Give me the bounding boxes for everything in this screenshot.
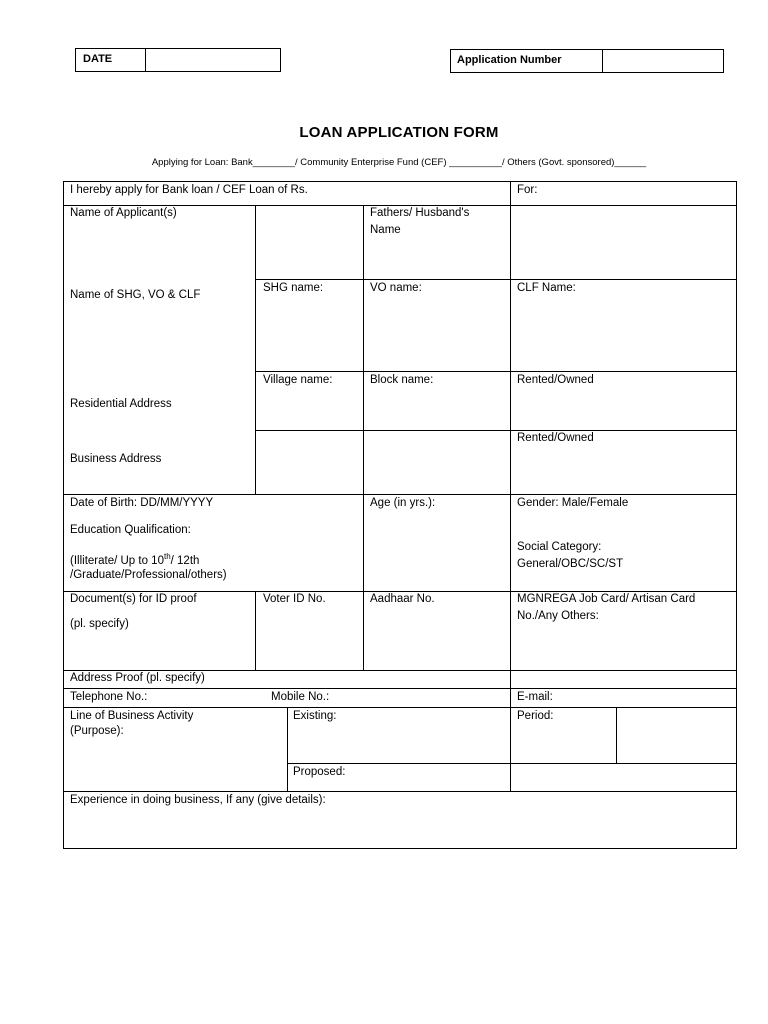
loan-amount-field[interactable] xyxy=(355,183,505,203)
name-shg-vo-clf-label: Name of SHG, VO & CLF xyxy=(70,289,201,301)
mobile-label: Mobile No.: xyxy=(271,691,330,703)
age-label: Age (in yrs.): xyxy=(370,497,436,509)
application-number-label: Application Number xyxy=(457,54,562,66)
col-line xyxy=(510,707,511,792)
row-line xyxy=(255,279,737,280)
col-line xyxy=(287,707,288,792)
voter-id-label: Voter ID No. xyxy=(263,593,326,605)
education-qualification-label: Education Qualification: xyxy=(70,524,191,536)
application-number-divider xyxy=(602,49,603,73)
form-title: LOAN APPLICATION FORM xyxy=(299,124,499,141)
date-label: DATE xyxy=(83,53,113,65)
address-proof-label: Address Proof (pl. specify) xyxy=(70,672,205,684)
for-label: For: xyxy=(517,184,538,196)
experience-field[interactable] xyxy=(65,810,735,846)
telephone-label: Telephone No.: xyxy=(70,691,148,703)
mgnrega-label-2: No./Any Others: xyxy=(517,610,599,622)
business-address-label: Business Address xyxy=(70,453,162,465)
fathers-husbands-name-label: Fathers/ Husband's xyxy=(370,207,470,219)
col-line xyxy=(510,181,511,206)
residential-address-label: Residential Address xyxy=(70,398,172,410)
email-label: E-mail: xyxy=(517,691,553,703)
proposed-label: Proposed: xyxy=(293,766,346,778)
block-name-label: Block name: xyxy=(370,374,434,386)
col-line xyxy=(510,205,511,495)
fathers-husbands-name-field[interactable] xyxy=(512,207,734,277)
date-divider xyxy=(145,48,146,72)
education-options-line-1: (Illiterate/ Up to 10th/ 12th xyxy=(70,552,200,567)
period-label: Period: xyxy=(517,710,554,722)
fathers-husbands-name-label-2: Name xyxy=(370,224,401,236)
col-line xyxy=(616,707,617,764)
name-of-applicant-label: Name of Applicant(s) xyxy=(70,207,177,219)
applicant-name-field[interactable] xyxy=(257,207,361,277)
col-line xyxy=(363,494,364,591)
gender-label: Gender: Male/Female xyxy=(517,497,629,509)
address-proof-field[interactable] xyxy=(257,671,733,687)
rented-owned-label-business: Rented/Owned xyxy=(517,432,594,444)
social-category-options: General/OBC/SC/ST xyxy=(517,558,624,570)
clf-name-label: CLF Name: xyxy=(517,282,576,294)
apply-loan-label: I hereby apply for Bank loan / CEF Loan of Rs. xyxy=(70,184,308,196)
existing-label: Existing: xyxy=(293,710,337,722)
pl-specify-label: (pl. specify) xyxy=(70,618,129,630)
col-line xyxy=(363,205,364,495)
social-category-label: Social Category: xyxy=(517,541,602,553)
row-line xyxy=(287,763,737,764)
date-of-birth-label: Date of Birth: DD/MM/YYYY xyxy=(70,497,214,509)
date-field[interactable] xyxy=(147,49,279,71)
loan-purpose-field[interactable] xyxy=(545,183,733,203)
experience-label: Experience in doing business, If any (give details): xyxy=(70,794,326,806)
row-line xyxy=(63,688,737,689)
col-line xyxy=(510,494,511,591)
documents-id-proof-label: Document(s) for ID proof xyxy=(70,593,197,605)
col-line xyxy=(363,591,364,671)
col-line xyxy=(255,205,256,495)
row-line xyxy=(255,430,737,431)
rented-owned-label-residential: Rented/Owned xyxy=(517,374,594,386)
mgnrega-label: MGNREGA Job Card/ Artisan Card xyxy=(517,593,696,605)
line-of-business-label-2: (Purpose): xyxy=(70,725,124,737)
aadhaar-label: Aadhaar No. xyxy=(370,593,435,605)
village-name-label: Village name: xyxy=(263,374,333,386)
col-line xyxy=(510,591,511,708)
shg-name-label: SHG name: xyxy=(263,282,324,294)
line-of-business-label: Line of Business Activity xyxy=(70,710,194,722)
vo-name-label: VO name: xyxy=(370,282,422,294)
form-subtitle: Applying for Loan: Bank________/ Community Enterprise Fund (CEF) __________/ Others (Govt. sponsored)______ xyxy=(151,157,647,168)
application-number-field[interactable] xyxy=(604,50,722,72)
col-line xyxy=(255,591,256,671)
education-options-line-2: /Graduate/Professional/others) xyxy=(70,569,227,581)
